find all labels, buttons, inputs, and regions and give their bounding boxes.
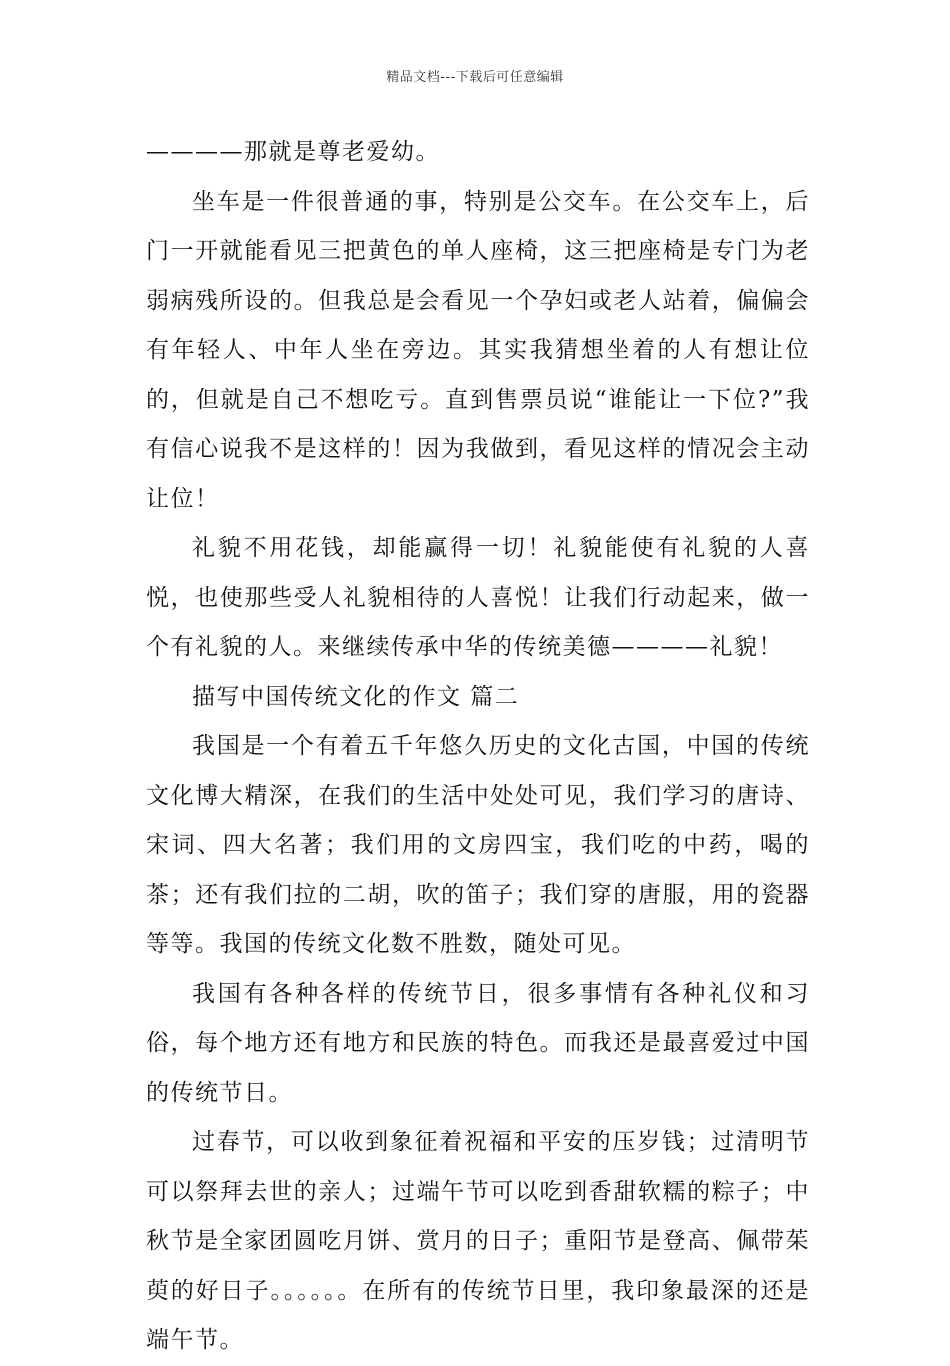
document-body xyxy=(146,128,810,1366)
paragraph-6: 过春节，可以收到象征着祝福和平安的压岁钱；过清明节可以祭拜去世的亲人；过端午节可以吃到香甜软糯的粽子；中秋节是全家团圆吃月饼、赏月的日子；重阳节是登高、佩带茱萸的好日子。。。。。。在所有的传统节日里，我印象最深的还是端午节。 xyxy=(146,1129,810,1353)
section-heading: 描写中国传统文化的作文 篇二 xyxy=(192,683,520,710)
page-header: 精品文档---下载后可任意编辑 xyxy=(386,70,564,85)
paragraph-3: 礼貌不用花钱，却能赢得一切！礼貌能使有礼貌的人喜悦，也使那些受人礼貌相待的人喜悦！让我们行动起来，做一个有礼貌的人。来继续传承中华的传统美德————礼貌！ xyxy=(146,535,810,660)
paragraph-5: 我国有各种各样的传统节日，很多事情有各种礼仪和习俗，每个地方还有地方和民族的特色。而我还是最喜爱过中国的传统节日。 xyxy=(146,980,810,1106)
paragraph-2: 坐车是一件很普通的事，特别是公交车。在公交车上，后 门一开就能看见三把黄色的单人座椅，这三把座椅是专门为老弱病残所设的。但我总是会看见一个孕妇或老人站着，偏偏会有年轻人、中年人坐在旁边。其实我猜想坐着的人有想让位的，但就是自己不想吃亏。直到售票员说“谁能让一下位?”我有信心说我不是这样的！因为我做到，看见这样的情况会主动让位！ xyxy=(146,188,810,512)
paragraph-1: ————那就是尊老爱幼。 xyxy=(146,139,440,165)
paragraph-4: 我国是一个有着五千年悠久历史的文化古国，中国的传统文化博大精深，在我们的生活中处处可见，我们学习的唐诗、宋词、四大名著；我们用的文房四宝，我们吃的中药，喝的茶；还有我们拉的二胡，吹的笛子；我们穿的唐服，用的瓷器等等。我国的传统文化数不胜数，随处可见。 xyxy=(146,733,810,957)
